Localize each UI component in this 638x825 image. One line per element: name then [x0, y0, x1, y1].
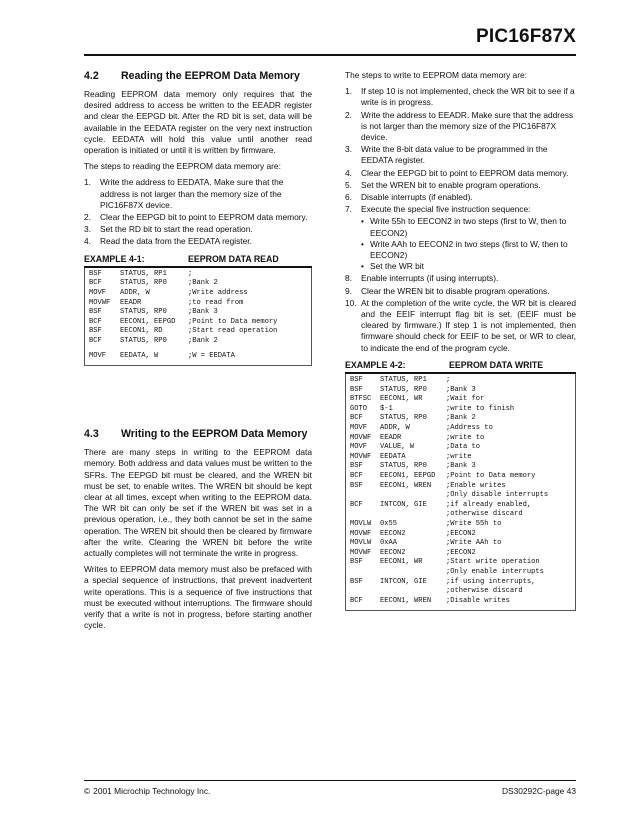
code-operand: STATUS, RP1	[380, 376, 427, 385]
step-text: Write the address to EEDATA. Make sure that the address is not larger than the memory size of the PIC16F87X device.	[100, 177, 284, 210]
step-number: 6.	[345, 192, 352, 203]
code-opcode: MOVWF	[89, 298, 111, 307]
code-comment: ;Enable writes	[446, 481, 506, 490]
code-comment: ;Point to Data memory	[446, 472, 536, 481]
list-item	[345, 168, 576, 179]
code-operand: STATUS, RP1	[120, 269, 167, 278]
write-steps-list	[345, 86, 576, 354]
step-text: If step 10 is not implemented, check the WR bit to see if a write is in progress.	[361, 86, 575, 108]
code-operand: $-1	[380, 404, 393, 413]
paragraph: The steps to reading the EEPROM data memory are:	[84, 161, 281, 172]
example-4-1-heading	[84, 254, 312, 265]
code-line	[350, 443, 571, 453]
sub-list-item	[361, 216, 576, 238]
section-heading-4-2	[84, 70, 312, 83]
code-operand: EEDATA	[380, 452, 406, 461]
code-line	[350, 578, 571, 588]
page-footer	[84, 780, 576, 796]
code-opcode: BSF	[89, 308, 102, 317]
code-block-example-4-2	[345, 374, 576, 611]
code-line	[350, 539, 571, 549]
code-line	[350, 386, 571, 396]
code-comment: ;Data to	[446, 443, 481, 452]
code-operand: ADDR, W	[380, 424, 410, 433]
code-comment: ;	[188, 269, 193, 278]
page-number: DS30292C-page 43	[501, 786, 576, 796]
code-line	[89, 299, 307, 309]
step-text: Clear the EEPGD bit to point to EEPROM data memory.	[100, 212, 308, 223]
paragraph: There are many steps in writing to the EEPROM data memory. Both address and data values must be written to the SFRs. The EEPGD bit must be cleared, and the WREN bit must be set, to enable writes. The WREN bit should be kept clear at all times, except when writing to the EEPROM data. The WR bit can only be set if the WREN bit was set in a previous operation, i.e., they both cannot be set in the same operation. The WREN bit should then be cleared by firmware after the write. Clearing the WREN bit before the write actually completes will not terminate the write in progress.	[84, 447, 312, 559]
code-line	[89, 279, 307, 289]
code-operand: VALUE, W	[380, 443, 415, 452]
code-comment: ;Start read operation	[188, 327, 278, 336]
code-comment: ;EECON2	[446, 529, 476, 538]
code-operand: EEADR	[120, 298, 142, 307]
code-operand	[380, 491, 446, 501]
code-opcode: MOVWF	[350, 548, 372, 557]
step-text: Execute the special five instruction sequence:	[361, 204, 531, 215]
code-comment: ;Only disable interrupts	[446, 491, 549, 500]
code-operand: EECON1, WR	[380, 558, 423, 567]
right-column	[345, 70, 576, 611]
step-text: Set the RD bit to start the read operation.	[100, 224, 253, 235]
step-text: Enable interrupts (if using interrupts).	[361, 273, 499, 284]
code-opcode: BCF	[350, 472, 363, 481]
code-line	[350, 376, 571, 386]
footer-copyright	[84, 786, 210, 796]
code-line	[350, 520, 571, 530]
code-opcode: BSF	[350, 558, 363, 567]
code-line	[350, 568, 571, 578]
copyright-icon: ©	[84, 786, 91, 796]
code-opcode: BSF	[89, 269, 102, 278]
code-opcode: BSF	[89, 327, 102, 336]
code-operand: STATUS, RP0	[380, 462, 427, 471]
list-item	[84, 212, 312, 223]
sub-step-text: Write 55h to EECON2 in two steps (first to W, then to EECON2)	[370, 216, 567, 238]
code-operand: EECON1, EEPGD	[120, 317, 176, 326]
code-line	[89, 308, 307, 318]
code-operand	[380, 587, 446, 597]
step-text: At the completion of the write cycle, the WR bit is cleared and the EEIF interrupt flag bit is set. (EEIF must be cleared by firmware.) If step 1 is not implemented, then firmware should check for EEIF to be set, or WR to clear, to indicate the end of the program cycle.	[361, 297, 576, 353]
step-number: 5.	[345, 179, 352, 190]
code-line	[350, 424, 571, 434]
code-operand: EEADR	[380, 433, 402, 442]
step-text: Set the WREN bit to enable program operations.	[361, 179, 541, 190]
left-column	[84, 70, 312, 636]
step-number: 3.	[84, 224, 91, 235]
code-operand: INTCON, GIE	[380, 500, 427, 509]
read-steps-list	[84, 177, 312, 247]
code-line	[350, 530, 571, 540]
code-operand	[380, 510, 446, 520]
list-item	[345, 286, 576, 297]
code-line	[89, 337, 307, 347]
code-line	[350, 462, 571, 472]
list-item	[84, 224, 312, 235]
code-operand: INTCON, GIE	[380, 577, 427, 586]
list-item	[345, 144, 576, 166]
code-opcode: MOVLW	[350, 539, 372, 548]
code-comment: ;W = EEDATA	[188, 351, 235, 360]
code-operand: 0x55	[380, 519, 398, 528]
code-line	[350, 491, 571, 501]
code-opcode: MOVLW	[350, 519, 372, 528]
code-opcode: BSF	[350, 376, 363, 385]
code-comment: ;if already enabled,	[446, 500, 532, 509]
code-opcode	[350, 568, 380, 578]
code-opcode: BCF	[89, 317, 102, 326]
step-number: 4.	[345, 167, 352, 178]
example-label: EXAMPLE 4-2:	[345, 359, 406, 370]
code-line	[350, 510, 571, 520]
code-opcode: BCF	[89, 337, 102, 345]
code-line	[89, 318, 307, 328]
code-comment: ;Bank 2	[188, 279, 218, 288]
code-opcode	[350, 510, 380, 520]
code-opcode: BSF	[350, 577, 363, 586]
code-line	[89, 270, 307, 280]
code-operand: 0xAA	[380, 539, 398, 548]
step-text: Write the 8-bit data value to be programmed in the EEDATA register.	[361, 144, 548, 166]
footer-row	[84, 786, 576, 796]
code-opcode: GOTO	[350, 404, 368, 413]
sub-step-text: Write AAh to EECON2 in two steps (first to W, then to EECON2)	[370, 238, 568, 261]
code-operand: ADDR, W	[120, 289, 150, 298]
code-comment: ;Write address	[188, 289, 248, 298]
code-comment: ;Disable writes	[446, 596, 510, 605]
code-line	[350, 414, 571, 424]
code-comment: ;otherwise discard	[446, 510, 523, 519]
code-comment: ;Address to	[446, 424, 493, 433]
code-line	[350, 453, 571, 463]
code-operand: EECON1, WREN	[380, 596, 432, 605]
section-number: 4.3	[84, 428, 99, 441]
code-opcode: BSF	[350, 481, 363, 490]
code-line	[350, 395, 571, 405]
paragraph: The steps to write to EEPROM data memory are:	[345, 70, 527, 80]
list-item	[345, 180, 576, 191]
step-number: 10.	[345, 297, 357, 308]
code-block-example-4-1	[84, 268, 312, 366]
sub-steps-list	[361, 216, 576, 272]
step-number: 8.	[345, 273, 352, 284]
step-text: Read the data from the EEDATA register.	[100, 236, 252, 247]
code-line	[350, 482, 571, 492]
bullet-icon: •	[361, 216, 364, 227]
header-rule	[84, 54, 576, 56]
section-heading-4-3	[84, 428, 312, 441]
step-number: 1.	[84, 177, 91, 188]
code-comment: ;write to finish	[446, 404, 515, 413]
code-comment: ;Start write operation	[446, 558, 540, 567]
code-comment: ;Wait for	[446, 395, 485, 404]
code-comment: ;if using interrupts,	[446, 577, 536, 586]
section-title: Reading the EEPROM Data Memory	[121, 70, 300, 82]
code-comment: ;write to	[446, 433, 485, 442]
sub-list-item	[361, 261, 576, 272]
code-comment: ;EECON2	[446, 548, 476, 557]
code-opcode: BCF	[350, 500, 363, 509]
code-comment: ;Write AAh to	[446, 539, 502, 548]
code-operand: STATUS, RP0	[120, 279, 167, 288]
code-line	[89, 327, 307, 337]
example-label: EXAMPLE 4-1:	[84, 253, 145, 264]
step-number: 2.	[345, 109, 352, 120]
paragraph: Writes to EEPROM data memory must also be prefaced with a special sequence of instructions, that prevent inadvertent write operations. This is a sequence of five instructions that must be executed without interruptions. The firmware should verify that a write is not in progress, before starting another cycle.	[84, 564, 312, 631]
code-line	[350, 587, 571, 597]
example-title: EEPROM DATA READ	[188, 253, 279, 264]
step-text: Clear the WREN bit to disable program operations.	[361, 285, 550, 296]
code-opcode: BCF	[350, 596, 363, 605]
code-opcode: BSF	[350, 462, 363, 471]
code-comment: ;Write 55h to	[446, 519, 502, 528]
code-comment: ;Bank 2	[446, 414, 476, 423]
code-opcode: MOVF	[350, 424, 368, 433]
list-item	[345, 192, 576, 203]
code-comment: ;Bank 2	[188, 337, 218, 345]
code-operand: EECON1, WREN	[380, 481, 432, 490]
code-operand: STATUS, RP0	[120, 337, 167, 345]
code-opcode: BSF	[350, 385, 363, 394]
step-number: 4.	[84, 236, 91, 247]
code-comment: ;	[446, 376, 451, 385]
code-operand: EEDATA, W	[120, 351, 159, 360]
code-line	[89, 352, 307, 362]
step-text-container	[361, 204, 576, 272]
step-text: Write the address to EEADR. Make sure that the address is not larger than the memory size of the PIC16F87X device.	[361, 109, 574, 143]
step-number: 9.	[345, 285, 352, 296]
footer-rule	[84, 780, 576, 781]
code-comment: ;write	[446, 452, 472, 461]
step-text: Clear the EEPGD bit to point to EEPROM data memory.	[361, 167, 569, 178]
list-item	[345, 110, 576, 144]
step-number: 1.	[345, 86, 352, 97]
code-comment: ;Only enable interrupts	[446, 567, 544, 576]
code-opcode: MOVF	[350, 443, 368, 452]
code-line	[350, 549, 571, 559]
code-line	[350, 405, 571, 415]
list-item	[84, 236, 312, 247]
list-item	[345, 298, 576, 354]
code-operand: STATUS, RP0	[380, 414, 427, 423]
code-operand: EECON1, EEPGD	[380, 472, 436, 481]
code-opcode: BTFSC	[350, 395, 372, 404]
code-operand: STATUS, RP0	[120, 308, 167, 317]
code-line	[89, 289, 307, 299]
copyright-text: 2001 Microchip Technology Inc.	[93, 786, 211, 796]
step-text: Disable interrupts (if enabled).	[361, 192, 473, 203]
code-line	[350, 434, 571, 444]
list-item	[345, 273, 576, 284]
bullet-icon: •	[361, 261, 364, 272]
code-comment: ;Bank 3	[188, 308, 218, 317]
spacer	[84, 366, 312, 428]
code-line	[350, 472, 571, 482]
section-title: Writing to the EEPROM Data Memory	[121, 428, 308, 441]
code-opcode: MOVF	[89, 351, 107, 360]
step-number: 2.	[84, 212, 91, 223]
example-4-2-heading	[345, 360, 576, 371]
code-opcode: BCF	[350, 414, 363, 423]
code-comment: ;Point to Data memory	[188, 317, 278, 326]
code-comment: ;to read from	[188, 298, 244, 307]
example-title: EEPROM DATA WRITE	[449, 359, 544, 370]
code-comment: ;Bank 3	[446, 385, 476, 394]
code-opcode	[350, 491, 380, 501]
step-number: 7.	[345, 204, 352, 215]
list-item	[345, 204, 576, 272]
code-line	[350, 597, 571, 607]
step-number: 3.	[345, 144, 352, 155]
code-opcode: MOVWF	[350, 433, 372, 442]
sub-step-text: Set the WR bit	[370, 261, 424, 272]
list-item	[345, 86, 576, 108]
code-operand: EECON1, WR	[380, 395, 423, 404]
bullet-icon: •	[361, 238, 364, 249]
code-comment: ;otherwise discard	[446, 587, 523, 596]
sub-list-item	[361, 239, 576, 261]
code-opcode: BCF	[89, 279, 102, 288]
code-operand: EECON2	[380, 548, 406, 557]
code-line	[350, 501, 571, 511]
code-opcode: MOVWF	[350, 452, 372, 461]
code-operand	[380, 568, 446, 578]
code-line	[350, 558, 571, 568]
code-operand: STATUS, RP0	[380, 385, 427, 394]
code-comment: ;Bank 3	[446, 462, 476, 471]
code-operand: EECON1, RD	[120, 327, 163, 336]
code-operand: EECON2	[380, 529, 406, 538]
code-opcode: MOVWF	[350, 529, 372, 538]
code-opcode: MOVF	[89, 289, 107, 298]
list-item	[84, 177, 312, 211]
document-title: PIC16F87X	[475, 26, 576, 47]
paragraph: Reading EEPROM data memory only requires that the desired address to access be written to the EEADR register and clear the EEPGD bit. After the RD bit is set, data will be available in the EEDATA register on the very next instruction cycle. EEDATA will hold this value until another read operation is initiated or until it is written by firmware.	[84, 89, 312, 156]
section-number: 4.2	[84, 70, 99, 82]
code-opcode	[350, 587, 380, 597]
